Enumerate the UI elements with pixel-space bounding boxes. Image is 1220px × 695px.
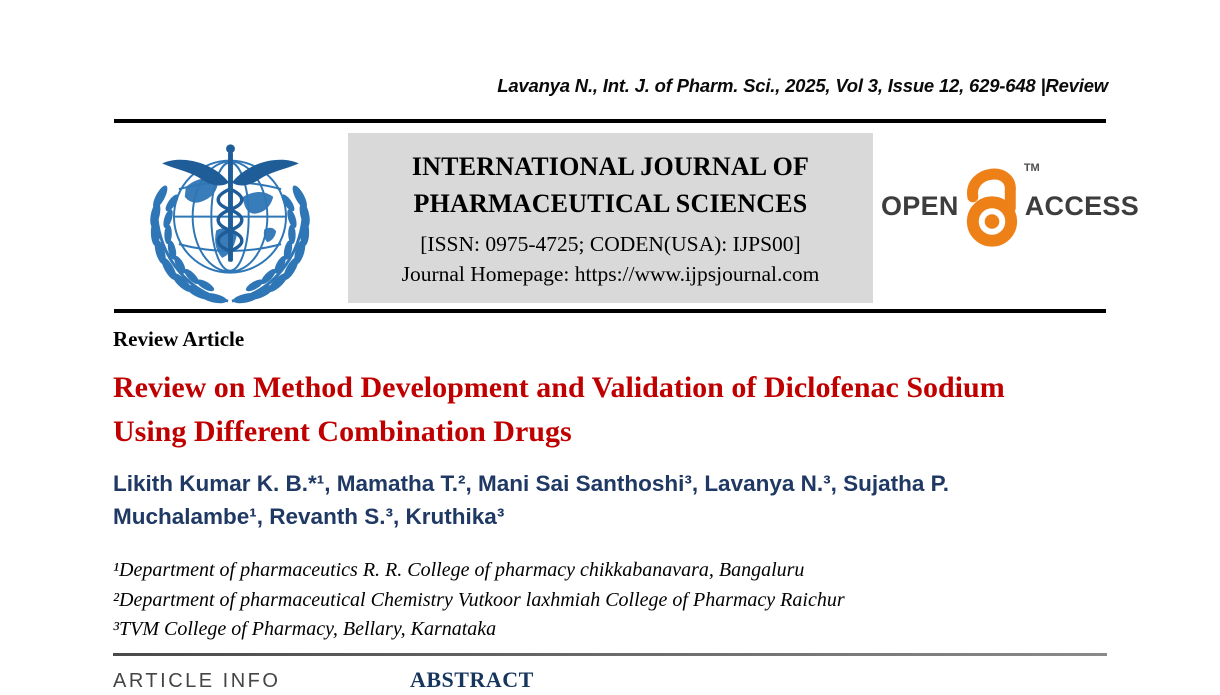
section-headers-row	[113, 667, 1107, 695]
affiliation-2: ²Department of pharmaceutical Chemistry Vutkoor laxhmiah College of Pharmacy Raichur	[113, 588, 845, 611]
open-access-word-access: ACCESS	[1024, 190, 1140, 221]
open-access-lock-icon	[960, 162, 1040, 248]
section-divider-rule	[113, 653, 1107, 656]
authors-line: Likith Kumar K. B.*¹, Mamatha T.², Mani Sai Santhoshi³, Lavanya N.³, Sujatha P. Muchalambe¹, Revanth S.³, Kruthika³	[113, 471, 949, 529]
trademark-symbol: TM	[1023, 162, 1040, 174]
journal-title-line2: PHARMACEUTICAL SCIENCES	[413, 189, 808, 218]
open-access-logo	[881, 162, 1140, 249]
journal-masthead-box	[348, 133, 873, 303]
issn-coden-line: [ISSN: 0975-4725; CODEN(USA): IJPS00]	[420, 232, 801, 256]
article-type-label: Review Article	[113, 327, 245, 351]
homepage-url-link[interactable]: https://www.ijpsjournal.com	[574, 262, 820, 286]
article-title: Review on Method Development and Validation of Diclofenac Sodium Using Different Combination Drugs	[113, 371, 1005, 448]
journal-logo	[126, 136, 334, 308]
affiliation-3: ³TVM College of Pharmacy, Bellary, Karnataka	[113, 618, 497, 640]
homepage-label: Journal Homepage:	[401, 262, 575, 286]
affiliation-1: ¹Department of pharmaceutics R. R. College of pharmacy chikkabanavara, Bangaluru	[113, 559, 805, 581]
running-head-citation: Lavanya N., Int. J. of Pharm. Sci., 2025, Vol 3, Issue 12, 629-648 |Review	[497, 75, 1108, 96]
open-access-word-open: OPEN	[881, 190, 959, 221]
masthead-bottom-rule	[114, 309, 1106, 313]
journal-title-line1: INTERNATIONAL JOURNAL OF	[411, 152, 810, 181]
abstract-heading: ABSTRACT	[410, 667, 534, 692]
journal-homepage-line	[348, 259, 873, 289]
article-info-heading: ARTICLE INFO	[113, 670, 281, 692]
globe-caduceus-wreath-icon	[126, 136, 334, 308]
masthead-top-rule	[114, 119, 1106, 123]
affiliations-block	[113, 556, 1103, 645]
